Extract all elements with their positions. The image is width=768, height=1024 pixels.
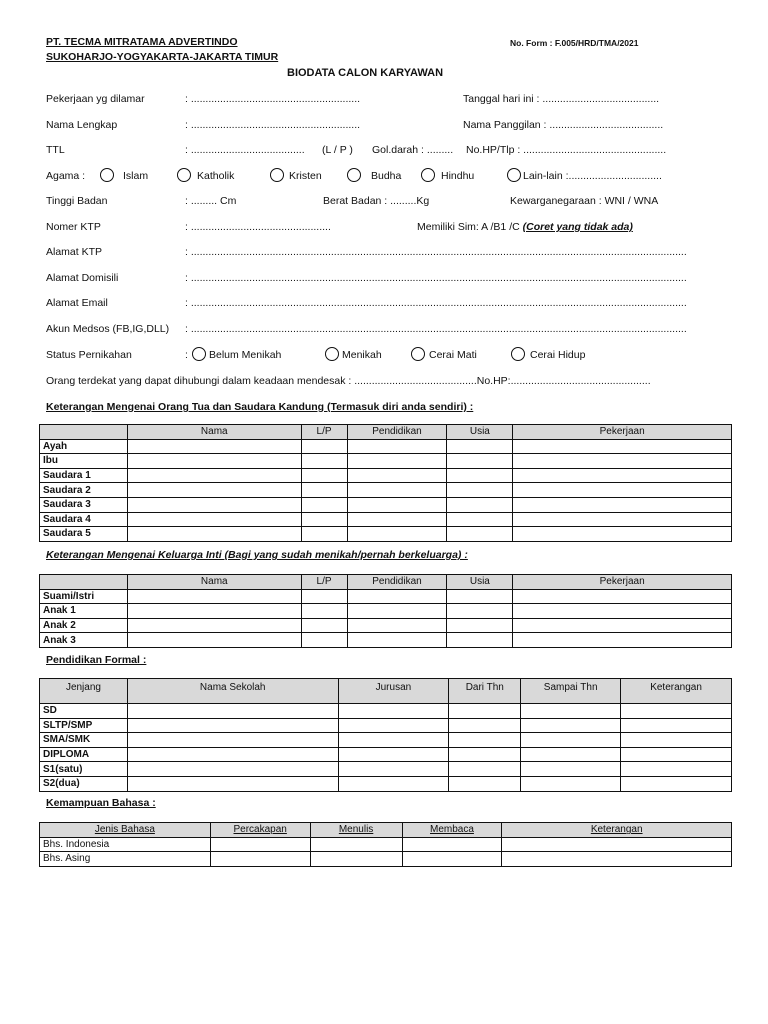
table-cell[interactable] [513, 483, 732, 498]
table-row [40, 762, 732, 777]
table-cell[interactable] [447, 589, 513, 604]
table-cell[interactable] [301, 633, 347, 648]
table-cell[interactable] [310, 852, 402, 867]
status-option-label: Menikah [342, 349, 382, 361]
table-cell[interactable] [447, 618, 513, 633]
table-cell[interactable] [402, 852, 502, 867]
table-cell[interactable] [301, 497, 347, 512]
tinggi-label: Tinggi Badan [46, 195, 108, 207]
table-cell[interactable] [301, 618, 347, 633]
table-cell[interactable] [449, 704, 521, 719]
pekerjaan-label: Pekerjaan yg dilamar [46, 93, 145, 105]
orangtua-table [39, 424, 732, 542]
table-cell[interactable] [513, 512, 732, 527]
table-cell[interactable] [449, 747, 521, 762]
header-cell: Menulis [310, 823, 402, 838]
table-cell[interactable] [447, 468, 513, 483]
nohp-field[interactable]: No.HP/Tlp : ................................................. [466, 144, 667, 156]
table-cell[interactable] [127, 527, 301, 542]
sim-note: (Coret yang tidak ada) [522, 221, 633, 233]
company-name: PT. TECMA MITRATAMA ADVERTINDO [46, 36, 238, 48]
ttl-label: TTL [46, 144, 65, 156]
table-cell[interactable] [301, 589, 347, 604]
row-label: SMA/SMK [40, 733, 128, 748]
row-label: DIPLOMA [40, 747, 128, 762]
table-cell[interactable] [347, 589, 447, 604]
table-cell[interactable] [127, 468, 301, 483]
table-row [40, 454, 732, 469]
table-row [40, 439, 732, 454]
religion-label: Budha [371, 170, 402, 182]
status-radio-cerai-mati[interactable] [411, 347, 425, 361]
status-label: Status Pernikahan [46, 349, 132, 361]
row-label: S2(dua) [40, 776, 128, 791]
table-cell[interactable] [513, 454, 732, 469]
religion-radio-katholik[interactable] [177, 168, 191, 182]
table-cell[interactable] [338, 747, 449, 762]
table-cell[interactable] [301, 483, 347, 498]
table-cell[interactable] [301, 604, 347, 619]
row-label: Bhs. Indonesia [40, 837, 211, 852]
header-cell: Percakapan [210, 823, 310, 838]
keluarga-inti-table [39, 574, 732, 648]
table-cell[interactable] [513, 468, 732, 483]
row-label: Saudara 5 [40, 527, 128, 542]
alamat-email-field[interactable]: : .......................................................................................................................................................................... [185, 297, 687, 309]
table-cell[interactable] [402, 837, 502, 852]
table-cell[interactable] [127, 618, 301, 633]
status-radio-menikah[interactable] [325, 347, 339, 361]
row-label: Ayah [40, 439, 128, 454]
table-cell[interactable] [347, 618, 447, 633]
table-cell[interactable] [449, 718, 521, 733]
table-cell[interactable] [127, 733, 338, 748]
table-cell[interactable] [310, 837, 402, 852]
table-cell[interactable] [621, 747, 732, 762]
table-cell[interactable] [347, 497, 447, 512]
table-cell[interactable] [301, 454, 347, 469]
header-cell: Membaca [402, 823, 502, 838]
table-cell[interactable] [347, 527, 447, 542]
header-cell: Keterangan [502, 823, 732, 838]
table-cell[interactable] [447, 633, 513, 648]
table-row [40, 604, 732, 619]
table-cell[interactable] [127, 439, 301, 454]
agama-label: Agama : [46, 170, 86, 182]
table-cell[interactable] [338, 733, 449, 748]
table-cell[interactable] [521, 762, 621, 777]
table-cell[interactable] [301, 439, 347, 454]
table-cell[interactable] [127, 762, 338, 777]
header-cell: Keterangan [621, 679, 732, 704]
table-cell[interactable] [621, 718, 732, 733]
status-option-label: Cerai Mati [429, 349, 477, 361]
table-header-row [40, 575, 732, 590]
table-cell[interactable] [449, 776, 521, 791]
section-keluarga-inti-title: Keterangan Mengenai Keluarga Inti (Bagi yang sudah menikah/pernah berkeluarga) : [46, 549, 468, 561]
kontak-darurat-field[interactable]: Orang terdekat yang dapat dihubungi dalam keadaan mendesak : ..........................................No.HP:................................................ [46, 375, 651, 387]
row-label: Saudara 4 [40, 512, 128, 527]
row-label: Anak 3 [40, 633, 128, 648]
table-cell[interactable] [127, 718, 338, 733]
alamat-ktp-label: Alamat KTP [46, 246, 103, 258]
table-header-row [40, 823, 732, 838]
pekerjaan-field[interactable]: : .......................................................... [185, 93, 361, 105]
table-cell[interactable] [127, 589, 301, 604]
header-cell: Jenis Bahasa [40, 823, 211, 838]
sim-label: Memiliki Sim: A /B1 /C [417, 221, 520, 233]
company-address: SUKOHARJO-YOGYAKARTA-JAKARTA TIMUR [46, 51, 279, 63]
table-cell[interactable] [127, 604, 301, 619]
ktp-field[interactable]: : ................................................ [185, 221, 331, 233]
table-cell[interactable] [127, 483, 301, 498]
header-cell [40, 575, 128, 590]
table-cell[interactable] [127, 454, 301, 469]
header-cell: Jurusan [338, 679, 449, 704]
goldarah-field[interactable]: Gol.darah : ......... [372, 144, 454, 156]
panggilan-field[interactable]: Nama Panggilan : ....................................... [463, 119, 664, 131]
row-label: Ibu [40, 454, 128, 469]
table-row [40, 733, 732, 748]
pendidikan-table [39, 678, 732, 792]
medsos-field[interactable]: : .......................................................................................................................................................................... [185, 323, 687, 335]
table-row [40, 718, 732, 733]
status-colon: : [185, 349, 188, 361]
religion-label: Katholik [197, 170, 235, 182]
kewarganegaraan-field[interactable]: Kewarganegaraan : WNI / WNA [510, 195, 659, 207]
status-radio-belum-menikah[interactable] [192, 347, 206, 361]
status-radio-cerai-hidup[interactable] [511, 347, 525, 361]
header-cell: Dari Thn [449, 679, 521, 704]
nama-label: Nama Lengkap [46, 119, 118, 131]
row-label: Saudara 1 [40, 468, 128, 483]
table-cell[interactable] [347, 604, 447, 619]
berat-field[interactable]: Berat Badan : .........Kg [323, 195, 430, 207]
table-cell[interactable] [447, 439, 513, 454]
table-cell[interactable] [127, 633, 301, 648]
religion-radio-budha[interactable] [347, 168, 361, 182]
header-cell: L/P [301, 575, 347, 590]
form-number: No. Form : F.005/HRD/TMA/2021 [510, 38, 639, 48]
header-cell: L/P [301, 425, 347, 440]
table-cell[interactable] [338, 718, 449, 733]
header-cell: Usia [447, 425, 513, 440]
table-row [40, 497, 732, 512]
table-cell[interactable] [347, 633, 447, 648]
table-cell[interactable] [521, 776, 621, 791]
table-row [40, 852, 732, 867]
table-cell[interactable] [502, 837, 732, 852]
table-cell[interactable] [502, 852, 732, 867]
table-row [40, 618, 732, 633]
table-cell[interactable] [447, 604, 513, 619]
table-cell[interactable] [449, 762, 521, 777]
bahasa-table [39, 822, 732, 867]
alamat-email-label: Alamat Email [46, 297, 108, 309]
table-cell[interactable] [301, 512, 347, 527]
table-cell[interactable] [301, 468, 347, 483]
alamat-ktp-field[interactable]: : .......................................................................................................................................................................... [185, 246, 687, 258]
table-row [40, 747, 732, 762]
table-cell[interactable] [127, 704, 338, 719]
table-cell[interactable] [347, 468, 447, 483]
table-row [40, 704, 732, 719]
table-header-row [40, 425, 732, 440]
table-cell[interactable] [447, 527, 513, 542]
sim-field[interactable] [417, 221, 633, 233]
table-cell[interactable] [447, 497, 513, 512]
medsos-label: Akun Medsos (FB,IG,DLL) [46, 323, 170, 335]
alamat-domisili-label: Alamat Domisili [46, 272, 119, 284]
table-cell[interactable] [347, 454, 447, 469]
table-cell[interactable] [513, 633, 732, 648]
header-cell: Nama Sekolah [127, 679, 338, 704]
table-cell[interactable] [521, 704, 621, 719]
row-label: Saudara 2 [40, 483, 128, 498]
table-cell[interactable] [447, 454, 513, 469]
table-cell[interactable] [521, 718, 621, 733]
tinggi-field[interactable]: : ......... Cm [185, 195, 237, 207]
table-row [40, 512, 732, 527]
table-header-row [40, 679, 732, 704]
table-cell[interactable] [127, 747, 338, 762]
table-cell[interactable] [621, 762, 732, 777]
table-cell[interactable] [210, 837, 310, 852]
table-cell[interactable] [127, 497, 301, 512]
table-row [40, 776, 732, 791]
religion-label: Hindhu [441, 170, 475, 182]
header-cell [40, 425, 128, 440]
religion-radio-lainlain[interactable] [507, 168, 521, 182]
row-label: SLTP/SMP [40, 718, 128, 733]
row-label: Anak 2 [40, 618, 128, 633]
religion-radio-hindhu[interactable] [421, 168, 435, 182]
table-row [40, 468, 732, 483]
religion-label[interactable]: Lain-lain :................................ [523, 170, 662, 182]
table-row [40, 527, 732, 542]
table-cell[interactable] [521, 747, 621, 762]
table-cell[interactable] [521, 733, 621, 748]
section-pendidikan-title: Pendidikan Formal : [46, 654, 147, 666]
row-label: Bhs. Asing [40, 852, 211, 867]
table-cell[interactable] [447, 483, 513, 498]
header-cell: Pekerjaan [513, 575, 732, 590]
status-option-label: Belum Menikah [209, 349, 282, 361]
table-cell[interactable] [513, 527, 732, 542]
table-row [40, 837, 732, 852]
table-cell[interactable] [127, 776, 338, 791]
table-cell[interactable] [347, 439, 447, 454]
table-cell[interactable] [338, 762, 449, 777]
form-title: BIODATA CALON KARYAWAN [287, 67, 444, 79]
table-cell[interactable] [513, 497, 732, 512]
ttl-field[interactable]: : ....................................... [185, 144, 305, 156]
header-cell: Usia [447, 575, 513, 590]
religion-radio-islam[interactable] [100, 168, 114, 182]
religion-radio-kristen[interactable] [270, 168, 284, 182]
header-cell: Sampai Thn [521, 679, 621, 704]
table-cell[interactable] [338, 704, 449, 719]
table-cell[interactable] [301, 527, 347, 542]
table-cell[interactable] [347, 483, 447, 498]
religion-label: Kristen [289, 170, 322, 182]
table-row [40, 589, 732, 604]
header-cell: Nama [127, 425, 301, 440]
row-label: S1(satu) [40, 762, 128, 777]
row-label: SD [40, 704, 128, 719]
header-cell: Pendidikan [347, 425, 447, 440]
header-cell: Nama [127, 575, 301, 590]
table-cell[interactable] [347, 512, 447, 527]
table-cell[interactable] [338, 776, 449, 791]
row-label: Anak 1 [40, 604, 128, 619]
header-cell: Pekerjaan [513, 425, 732, 440]
row-label: Saudara 3 [40, 497, 128, 512]
table-cell[interactable] [127, 512, 301, 527]
section-orangtua-title: Keterangan Mengenai Orang Tua dan Saudara Kandung (Termasuk diri anda sendiri) : [46, 401, 474, 413]
table-cell[interactable] [513, 604, 732, 619]
table-row [40, 483, 732, 498]
alamat-domisili-field[interactable]: : .......................................................................................................................................................................... [185, 272, 687, 284]
header-cell: Pendidikan [347, 575, 447, 590]
table-cell[interactable] [513, 439, 732, 454]
religion-label: Islam [123, 170, 149, 182]
table-cell[interactable] [621, 704, 732, 719]
table-cell[interactable] [210, 852, 310, 867]
table-cell[interactable] [513, 589, 732, 604]
table-cell[interactable] [621, 776, 732, 791]
status-option-label: Cerai Hidup [530, 349, 586, 361]
row-label: Suami/Istri [40, 589, 128, 604]
header-cell: Jenjang [40, 679, 128, 704]
nama-field[interactable]: : .......................................................... [185, 119, 361, 131]
table-cell[interactable] [447, 512, 513, 527]
tanggal-field[interactable]: Tanggal hari ini : ........................................ [463, 93, 660, 105]
section-bahasa-title: Kemampuan Bahasa : [46, 797, 156, 809]
table-cell[interactable] [513, 618, 732, 633]
table-cell[interactable] [449, 733, 521, 748]
ktp-label: Nomer KTP [46, 221, 101, 233]
table-row [40, 633, 732, 648]
gender-field[interactable]: (L / P ) [322, 144, 353, 156]
table-cell[interactable] [621, 733, 732, 748]
